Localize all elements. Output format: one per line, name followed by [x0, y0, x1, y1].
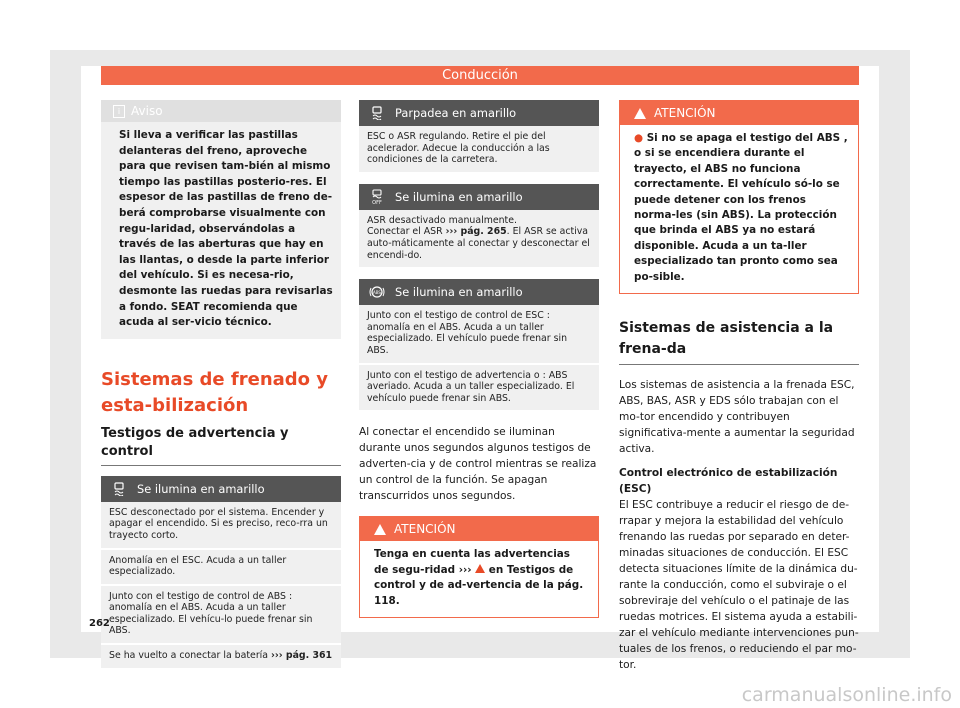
esc-title: Control electrónico de estabilización (ESC)	[619, 467, 838, 496]
atencion-header-1	[360, 517, 598, 541]
lamp-header-1	[101, 476, 341, 502]
page-number: 262	[89, 618, 110, 629]
atencion-text-1	[360, 541, 598, 617]
lamp-table-1	[101, 476, 341, 670]
encendido-paragraph: Al conectar el encendido se iluminan durante unos segundos algunos testigos de adverten-cia y de control mientras se realiza un control de la función. Se apagan transcurridos unos segundos.	[359, 426, 597, 503]
lamp-row: Junto con el testigo de advertencia o : ABS averiado. Acuda a un taller especializado. El vehículo puede frenar sin ABS.	[359, 365, 599, 413]
atencion-text-part: Tenga en cuenta las advertencias de segu-ridad	[374, 548, 570, 576]
esc-lamp-icon	[101, 482, 137, 496]
warning-triangle-icon	[475, 564, 485, 573]
lamp-row-text: Conectar el ASR	[367, 226, 443, 238]
aviso-header	[101, 100, 341, 122]
lamp-header-4	[359, 279, 599, 305]
atencion-label: ATENCIÓN	[654, 106, 716, 120]
lamp-title-1: Se ilumina en amarillo	[137, 481, 265, 496]
lamp-row-text: Se ha vuelto a conectar la batería	[109, 650, 269, 662]
atencion-text-2	[620, 125, 858, 293]
warning-triangle-icon	[634, 108, 646, 119]
lamp-header-2	[359, 100, 599, 126]
lamp-title-3: Se ilumina en amarillo	[395, 189, 523, 204]
section-title: Sistemas de frenado y esta-bilización	[101, 368, 329, 416]
aviso-label: Aviso	[131, 104, 163, 118]
esc-text: El ESC contribuye a reducir el riesgo de de-rrapar y mejora la estabilidad del vehículo frenando las ruedas por separado en deter-minadas situaciones de conducción. El ESC detecta situaciones límite de la dinámica du-rante la conducción, como el subviraje o el sobreviraje del vehículo o el patinaje de las ruedas motrices. El sistema ayuda a estabili-zar el vehículo mediante intervenciones pun-tuales de los frenos, o reduciendo el par mo-tor.	[619, 499, 859, 672]
lamp-row	[359, 210, 599, 269]
warning-triangle-icon	[374, 524, 386, 535]
bullet-icon: ●	[634, 132, 644, 144]
lamp-row: ESC o ASR regulando. Retire el pie del acelerador. Adecue la conducción a las condiciones de la carretera.	[359, 126, 599, 174]
lamp-title-4: Se ilumina en amarillo	[395, 285, 523, 300]
column-middle	[359, 100, 599, 618]
page-reference-link[interactable]: ››› pág. 265	[445, 226, 507, 238]
atencion-box-1	[359, 516, 599, 618]
lamp-row	[101, 645, 341, 670]
watermark: carmanualsonline.info	[741, 684, 952, 706]
atencion-header-2	[620, 101, 858, 125]
abs-lamp-icon	[359, 285, 395, 299]
lamp-table-2	[359, 100, 599, 174]
page-header: Conducción	[101, 66, 859, 85]
info-icon: i	[113, 105, 125, 118]
lamp-header-3	[359, 184, 599, 210]
column-left	[101, 100, 341, 670]
lamp-row: Anomalía en el ESC. Acuda a un taller especializado.	[101, 550, 341, 586]
atencion-box-2	[619, 100, 859, 294]
svg-text:ABS: ABS	[373, 290, 381, 296]
aviso-text: Si lleva a verificar las pastillas delanteras del freno, aproveche para que revisen tam-bién al mismo tiempo las pastillas posterio-res. El espesor de las pastillas de freno de-berá comprobarse visualmente con regu-laridad, observándolas a través de las aberturas que hay en las llantas, o desde la parte inferior del vehículo. Si es necesa-rio, desmonte las ruedas para revisarlas a fondo. SEAT recomienda que acuda al ser-vicio técnico.	[119, 129, 333, 329]
lamp-row: ESC desconectado por el sistema. Encender y apagar el encendido. Si es preciso, reco-rra un trayecto corto.	[101, 502, 341, 550]
lamp-table-3	[359, 184, 599, 269]
lamp-row-text: . El ASR se activa auto-máticamente al conectar y desconectar el encendi-do.	[367, 226, 590, 261]
lamp-row: Junto con el testigo de control de ESC : anomalía en el ABS. Acuda a un taller especializado. El vehículo puede frenar sin ABS.	[359, 305, 599, 364]
atencion-link[interactable]: en Testigos de control y de ad-vertencia de la pág. 118.	[374, 563, 584, 607]
esc-lamp-icon	[359, 106, 395, 120]
atencion-label: ATENCIÓN	[394, 522, 456, 537]
section2-title: Sistemas de asistencia a la frena-da	[619, 320, 834, 358]
section-subtitle: Testigos de advertencia y control	[101, 425, 289, 459]
esc-off-lamp-icon	[359, 189, 395, 205]
section2-intro: Los sistemas de asistencia a la frenada ESC, ABS, BAS, ASR y EDS sólo trabajan con el mo-tor encendido y contribuyen significativa-mente a aumentar la seguridad activa.	[619, 379, 855, 456]
page-reference-link[interactable]: ››› pág. 361	[271, 650, 333, 662]
lamp-title-2: Parpadea en amarillo	[395, 106, 517, 120]
svg-text:OFF: OFF	[372, 199, 382, 205]
ref-arrows-icon: ›››	[458, 563, 472, 576]
atencion-text-part: Si no se apaga el testigo del ABS , o si se encendiera durante el trayecto, el ABS no funciona correctamente. El vehículo só-lo se puede detener con los frenos norma-les (sin ABS). La protección que brinda el ABS ya no estará disponible. Acuda a un ta-ller especializado tan pronto como sea po-sible.	[634, 132, 848, 283]
lamp-row: Junto con el testigo de control de ABS : anomalía en el ABS. Acuda a un taller especializado. El vehícu-lo puede frenar sin ABS.	[101, 586, 341, 645]
column-right	[619, 100, 859, 673]
aviso-box	[101, 100, 341, 339]
lamp-row-text: ASR desactivado manualmente.	[367, 214, 517, 226]
lamp-table-4	[359, 279, 599, 412]
